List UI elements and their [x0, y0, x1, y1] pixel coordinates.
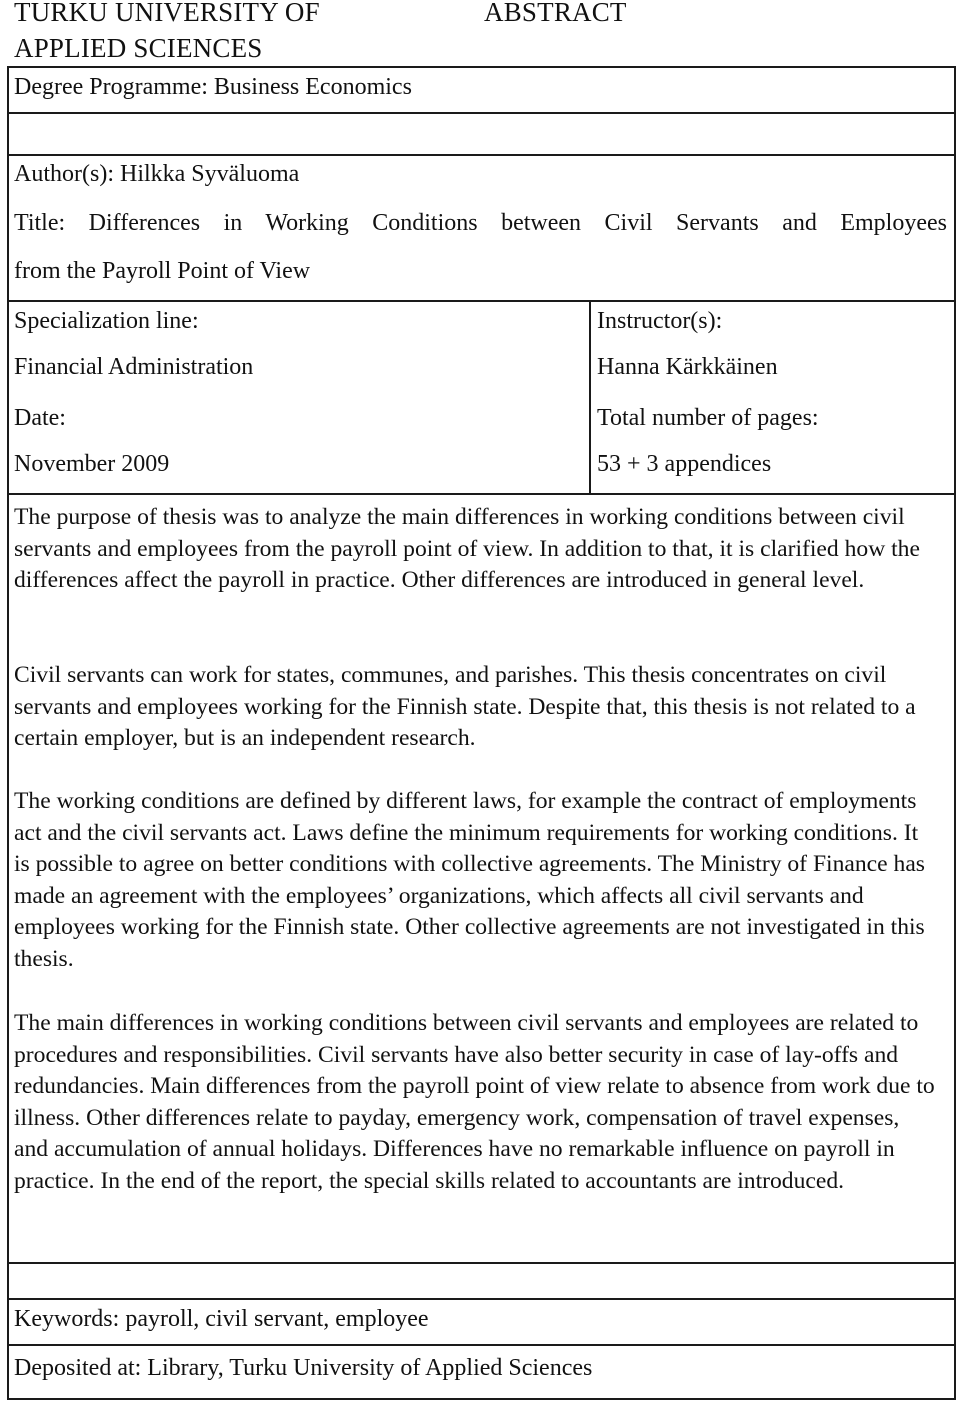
pages-value: 53 + 3 appendices — [597, 451, 772, 477]
divider-empty-row — [7, 154, 956, 156]
date-label: Date: — [14, 405, 66, 431]
specialization-label: Specialization line: — [14, 308, 199, 334]
document-type-heading: ABSTRACT — [484, 0, 627, 27]
instructor-value: Hanna Kärkkäinen — [597, 354, 778, 380]
divider-after-abstract — [7, 1262, 956, 1264]
details-column-divider — [589, 300, 591, 495]
divider-empty-row-2 — [7, 1298, 956, 1300]
date-value: November 2009 — [14, 451, 170, 477]
keywords: Keywords: payroll, civil servant, employee — [14, 1306, 429, 1332]
specialization-value: Financial Administration — [14, 354, 254, 380]
abstract-paragraph-4: The main differences in working conditions between civil servants and employees are related to procedures and responsibilities. Civil servants have also better security in case of lay-offs and redundancies. Main differences from the payroll point of view relate to absence from work due to illness. Other differences relate to payday, emergency work, compensation of travel expenses, and accumulation of annual holidays. Differences have no remarkable influence on payroll in practice. In the end of the report, the special skills related to accountants are introduced. — [14, 1010, 935, 1194]
pages-label: Total number of pages: — [597, 405, 819, 431]
abstract-paragraph-1: The purpose of thesis was to analyze the main differences in working conditions between civil servants and employees from the payroll point of view. In addition to that, it is clarified how the differences affect the payroll in practice. Other differences are introduced in general level. — [14, 504, 920, 593]
institution-name-line2: APPLIED SCIENCES — [14, 33, 263, 63]
institution-name-line1: TURKU UNIVERSITY OF — [14, 0, 320, 27]
degree-programme: Degree Programme: Business Economics — [14, 74, 412, 100]
deposited-at: Deposited at: Library, Turku University of Applied Sciences — [14, 1355, 593, 1381]
divider-after-programme — [7, 112, 956, 114]
divider-after-details — [7, 493, 956, 495]
instructor-label: Instructor(s): — [597, 308, 723, 334]
divider-after-title — [7, 300, 956, 302]
thesis-title-line2: from the Payroll Point of View — [14, 258, 311, 284]
divider-after-keywords — [7, 1344, 956, 1346]
thesis-title-line1: Title: Differences in Working Conditions between Civil Servants and Employees — [14, 210, 947, 236]
abstract-paragraph-3: The working conditions are defined by different laws, for example the contract of employments act and the civil servants act. Laws define the minimum requirements for working conditions. It is possible to agree on better conditions with collective agreements. The Ministry of Finance has made an agreement with the employees’ organizations, which affects all civil servants and employees working for the Finnish state. Other collective agreements are not investigated in this thesis. — [14, 788, 925, 972]
abstract-paragraph-2: Civil servants can work for states, communes, and parishes. This thesis concentrates on civil servants and employees working for the Finnish state. Despite that, this thesis is not related to a certain employer, but is an independent research. — [14, 662, 916, 751]
author: Author(s): Hilkka Syväluoma — [14, 161, 300, 187]
